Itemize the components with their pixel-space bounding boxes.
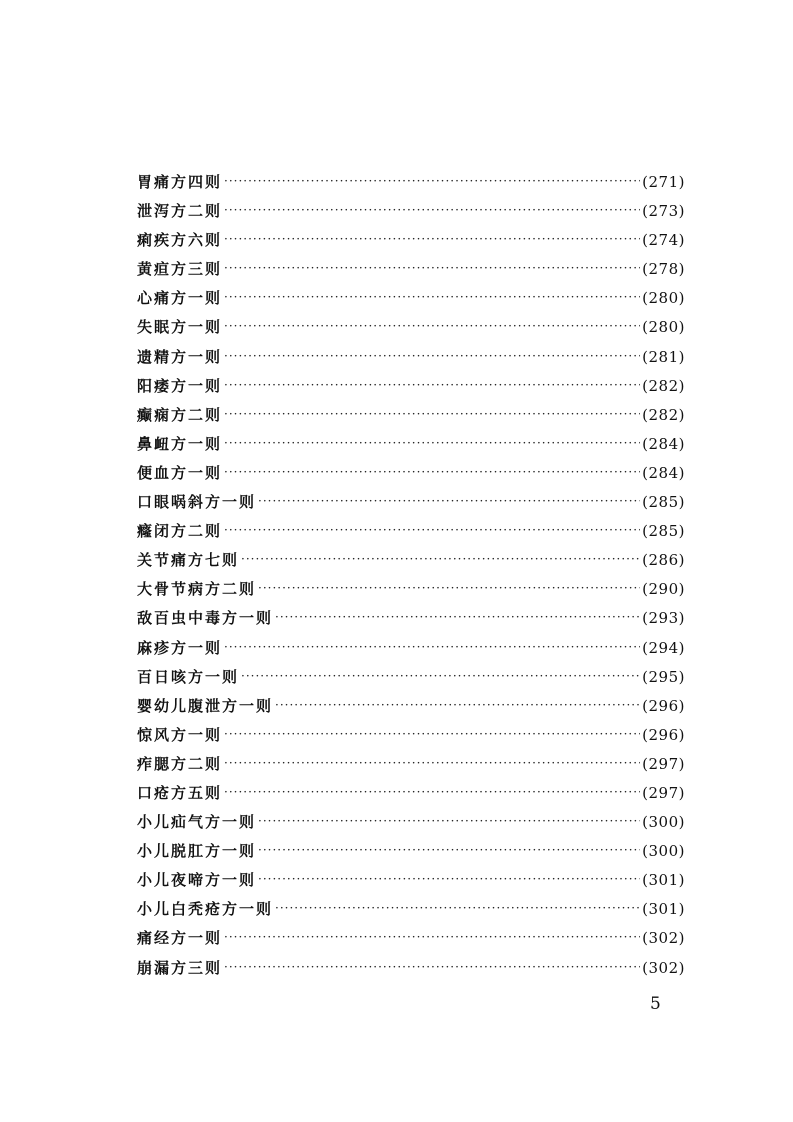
dot-leader — [224, 515, 640, 545]
toc-entry-page: (285) — [642, 522, 685, 541]
dot-leader — [258, 573, 640, 603]
toc-entry-title: 关节痛方七则 — [137, 551, 240, 570]
toc-entry-page: (278) — [642, 260, 685, 279]
dot-leader — [224, 399, 640, 429]
toc-entry-page: (296) — [642, 725, 685, 744]
toc-entry-page: (302) — [642, 929, 685, 948]
toc-entry — [137, 750, 685, 779]
toc-entry — [137, 866, 685, 895]
toc-entry-page: (301) — [642, 900, 685, 919]
toc-entry — [137, 604, 685, 633]
toc-entry — [137, 808, 685, 837]
dot-leader — [258, 806, 640, 836]
toc-entry — [137, 255, 685, 284]
toc-entry — [137, 721, 685, 750]
dot-leader — [258, 486, 640, 516]
dot-leader — [224, 224, 640, 254]
dot-leader — [224, 632, 640, 662]
toc-entry-title: 小儿夜啼方一则 — [137, 871, 257, 890]
toc-entry-title: 口眼㖞斜方一则 — [137, 493, 257, 512]
dot-leader — [241, 661, 640, 691]
toc-entry — [137, 546, 685, 575]
toc-entry-title: 胃痛方四则 — [137, 173, 223, 191]
toc-entry — [137, 313, 685, 342]
toc-entry-page: (294) — [642, 638, 685, 657]
toc-entry-page: (301) — [642, 871, 685, 890]
toc-entry — [137, 779, 685, 808]
dot-leader — [224, 748, 640, 778]
toc-entry-page: (284) — [642, 463, 685, 482]
toc-entry — [137, 226, 685, 255]
toc-entry-page: (295) — [642, 667, 685, 686]
toc-entry-page: (300) — [642, 842, 685, 861]
toc-entry-page: (282) — [642, 405, 685, 424]
toc-entry — [137, 343, 685, 372]
toc-entry-title: 癃闭方二则 — [137, 522, 223, 541]
toc-entry-page: (282) — [642, 376, 685, 395]
toc-entry-page: (297) — [642, 783, 685, 802]
toc-entry-page: (302) — [642, 958, 685, 977]
toc-entry-title: 惊风方一则 — [137, 725, 223, 744]
dot-leader — [224, 719, 640, 749]
toc-entry — [137, 663, 685, 692]
toc-entry-title: 痄腮方二则 — [137, 754, 223, 773]
dot-leader — [224, 428, 640, 458]
dot-leader — [224, 341, 640, 371]
toc-entry — [137, 895, 685, 924]
toc-entry-page: (273) — [642, 202, 685, 221]
dot-leader — [224, 457, 640, 487]
toc-entry — [137, 634, 685, 663]
toc-entry-title: 便血方一则 — [137, 463, 223, 482]
toc-entry-title: 大骨节病方二则 — [137, 580, 257, 599]
toc-entry — [137, 924, 685, 953]
toc-entry-page: (280) — [642, 289, 685, 308]
dot-leader — [275, 602, 640, 632]
toc-entry-title: 痢疾方六则 — [137, 231, 223, 250]
dot-leader — [258, 835, 640, 865]
toc-entry-title: 痛经方一则 — [137, 929, 223, 948]
dot-leader — [224, 922, 640, 952]
table-of-contents — [137, 168, 685, 983]
toc-entry-title: 阳痿方一则 — [137, 376, 223, 395]
dot-leader — [224, 370, 640, 400]
toc-entry-title: 崩漏方三则 — [137, 958, 223, 977]
toc-entry-title: 黄疸方三则 — [137, 260, 223, 279]
dot-leader — [224, 952, 640, 982]
toc-entry-page: (290) — [642, 580, 685, 599]
toc-entry — [137, 168, 685, 197]
toc-entry-title: 口疮方五则 — [137, 783, 223, 802]
dot-leader — [224, 253, 640, 283]
toc-entry-title: 小儿脱肛方一则 — [137, 842, 257, 861]
toc-entry — [137, 372, 685, 401]
toc-entry — [137, 488, 685, 517]
toc-entry-title: 百日咳方一则 — [137, 667, 240, 686]
toc-entry-title: 失眠方一则 — [137, 318, 223, 337]
toc-entry-page: (274) — [642, 231, 685, 250]
toc-entry — [137, 517, 685, 546]
dot-leader — [275, 690, 640, 720]
dot-leader — [224, 282, 640, 312]
page-number: 5 — [650, 994, 661, 1014]
dot-leader — [224, 166, 640, 196]
toc-entry-title: 小儿疝气方一则 — [137, 813, 257, 832]
toc-entry-page: (285) — [642, 493, 685, 512]
toc-entry-page: (297) — [642, 754, 685, 773]
toc-entry — [137, 837, 685, 866]
dot-leader — [258, 864, 640, 894]
toc-entry-page: (293) — [642, 609, 685, 628]
toc-entry — [137, 954, 685, 983]
toc-entry — [137, 692, 685, 721]
toc-entry — [137, 197, 685, 226]
toc-entry — [137, 401, 685, 430]
toc-entry — [137, 284, 685, 313]
toc-entry-title: 小儿白秃疮方一则 — [137, 900, 274, 919]
dot-leader — [275, 893, 640, 923]
dot-leader — [224, 777, 640, 807]
toc-entry-title: 鼻衄方一则 — [137, 434, 223, 453]
toc-entry-title: 婴幼儿腹泄方一则 — [137, 696, 274, 715]
toc-entry-page: (286) — [642, 551, 685, 570]
dot-leader — [224, 311, 640, 341]
toc-entry-title: 泄泻方二则 — [137, 202, 223, 221]
dot-leader — [241, 544, 640, 574]
toc-entry-page: (284) — [642, 434, 685, 453]
toc-entry — [137, 430, 685, 459]
toc-entry-page: (300) — [642, 813, 685, 832]
toc-entry-page: (296) — [642, 696, 685, 715]
toc-entry-title: 遗精方一则 — [137, 347, 223, 366]
toc-entry-title: 麻疹方一则 — [137, 638, 223, 657]
toc-entry-page: (271) — [642, 173, 685, 191]
toc-entry-title: 心痛方一则 — [137, 289, 223, 308]
toc-entry-page: (281) — [642, 347, 685, 366]
toc-entry-title: 癫痫方二则 — [137, 405, 223, 424]
toc-entry — [137, 459, 685, 488]
toc-entry — [137, 575, 685, 604]
toc-entry-page: (280) — [642, 318, 685, 337]
dot-leader — [224, 195, 640, 225]
toc-entry-title: 敌百虫中毒方一则 — [137, 609, 274, 628]
